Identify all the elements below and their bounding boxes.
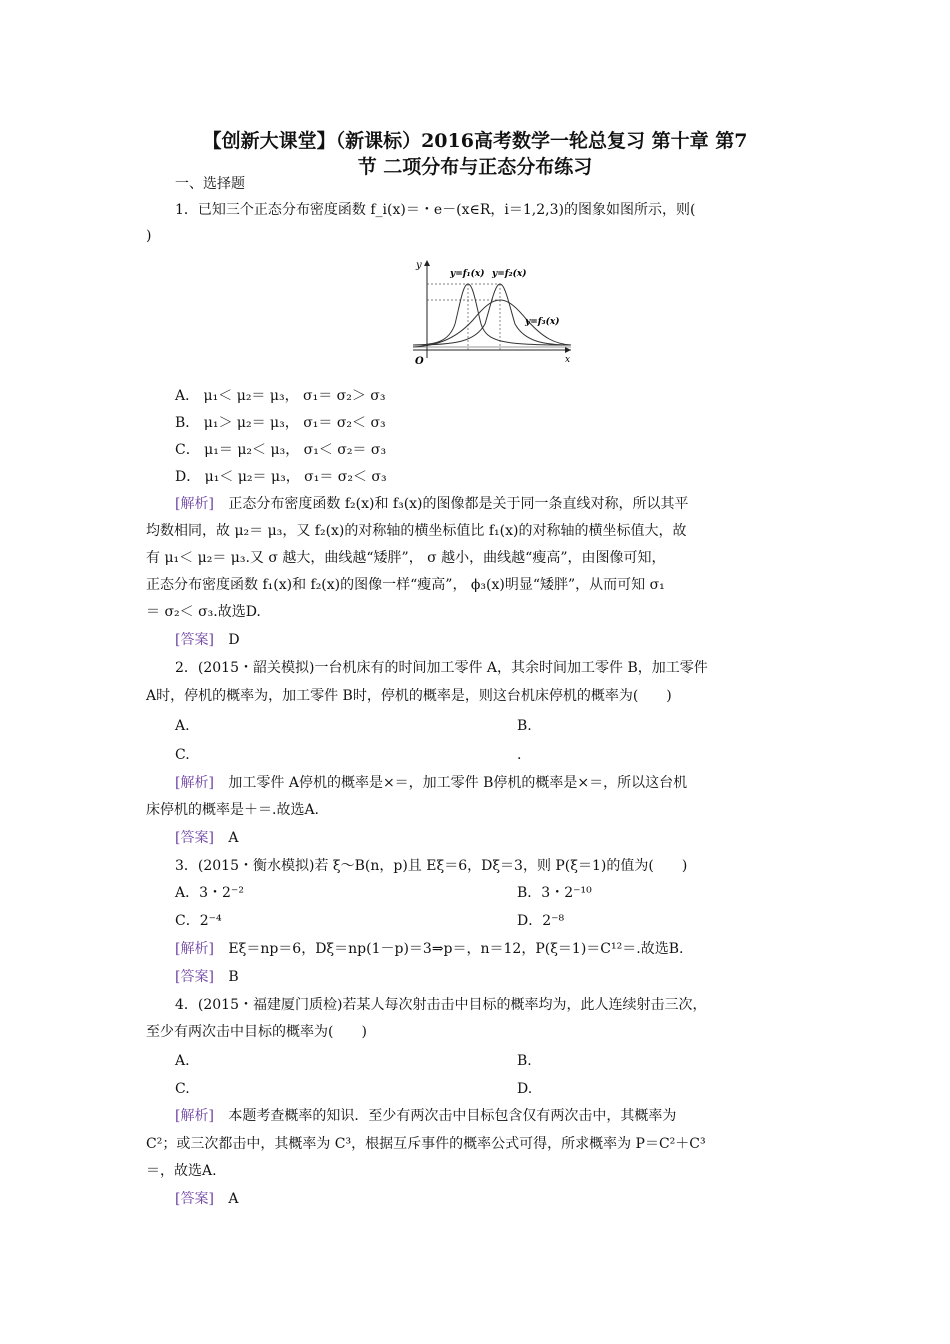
label-f3: y=f₃(x) [525, 317, 560, 327]
q1-analysis-line-5: ＝ σ₂＜ σ₃.故选D. [146, 604, 261, 620]
q2-option-b: B. [517, 718, 532, 734]
q1-analysis-line-2: 均数相同，故 μ₂＝ μ₃，又 f₂(x)的对称轴的横坐标值比 f₁(x)的对称轴的横坐标值大，故 [146, 523, 687, 539]
q4-option-a: A. [175, 1053, 190, 1069]
q1-analysis-text: 正态分布密度函数 f₂(x)和 f₃(x)的图像都是关于同一条直线对称，所以其平 [228, 496, 689, 512]
q4-option-b: B. [517, 1053, 532, 1069]
q4-option-d: D. [517, 1081, 533, 1097]
q2-answer [175, 828, 239, 848]
q2-stem-line-1: 2．(2015・韶关模拟)一台机床有的时间加工零件 A，其余时间加工零件 B，加工零件 [175, 660, 708, 676]
q1-option-b: B． μ₁＞ μ₂＝ μ₃， σ₁＝ σ₂＜ σ₃ [175, 415, 386, 431]
q2-analysis-text: 加工零件 A停机的概率是×＝，加工零件 B停机的概率是×＝，所以这台机 [228, 775, 688, 791]
analysis-tag: [解析] [175, 941, 214, 957]
analysis-tag: [解析] [175, 1108, 214, 1124]
q1-stem-line-1: 1．已知三个正态分布密度函数 f_i(x)＝・e－(x∈R，i＝1,2,3)的图象如图所示，则( [175, 202, 696, 218]
document-title-line-1: 【创新大课堂】（新课标）2016高考数学一轮总复习 第十章 第7 [202, 130, 748, 152]
q4-answer [175, 1189, 239, 1209]
q1-option-c: C． μ₁＝ μ₂＜ μ₃， σ₁＜ σ₂＝ σ₃ [175, 442, 387, 458]
q4-analysis-line-3: ＝，故选A. [146, 1163, 217, 1179]
answer-tag: [答案] [175, 632, 214, 648]
q3-analysis [175, 939, 683, 959]
origin-label: O [415, 356, 424, 366]
label-f2: y=f₂(x) [492, 269, 527, 279]
q2-analysis-line-1 [175, 773, 687, 793]
analysis-tag: [解析] [175, 496, 214, 512]
q1-option-a: A． μ₁＜ μ₂＝ μ₃， σ₁＝ σ₂＞ σ₃ [175, 388, 386, 404]
q3-option-a: A．3・2⁻² [175, 885, 244, 901]
q3-option-b: B．3・2⁻¹⁰ [517, 885, 592, 901]
q1-normal-curves-figure [405, 254, 575, 366]
label-f1: y=f₁(x) [450, 269, 485, 279]
q1-analysis-line-3: 有 μ₁＜ μ₂＝ μ₃.又 σ 越大，曲线越“矮胖”， σ 越小，曲线越“瘦高”，由图像可知， [146, 550, 666, 566]
q4-analysis-text: 本题考查概率的知识．至少有两次击中目标包含仅有两次击中，其概率为 [228, 1108, 677, 1124]
q4-analysis-line-1 [175, 1106, 676, 1126]
q3-option-d: D．2⁻⁸ [517, 913, 565, 929]
q1-answer-value: D [228, 632, 240, 648]
answer-tag: [答案] [175, 830, 214, 846]
document-title-line-2: 节 二项分布与正态分布练习 [357, 156, 593, 178]
q3-answer [175, 967, 239, 987]
q1-option-d: D． μ₁＜ μ₂＝ μ₃， σ₁＝ σ₂＜ σ₃ [175, 469, 387, 485]
section-heading: 一、选择题 [175, 176, 245, 192]
q1-answer [175, 630, 240, 650]
q2-stem-line-2: A时，停机的概率为，加工零件 B时，停机的概率是，则这台机床停机的概率为( ) [146, 688, 672, 704]
q4-stem-line-2: 至少有两次击中目标的概率为( ) [146, 1024, 367, 1040]
q2-analysis-line-2: 床停机的概率是＋＝.故选A. [146, 802, 320, 818]
q1-analysis-line-4: 正态分布密度函数 f₁(x)和 f₂(x)的图像一样“瘦高”， ϕ₃(x)明显“矮胖”，从而可知 σ₁ [146, 577, 665, 593]
analysis-tag: [解析] [175, 775, 214, 791]
q2-option-c: C. [175, 747, 190, 763]
q2-option-d: . [517, 747, 522, 763]
curve-f1 [413, 284, 571, 345]
q4-analysis-line-2: C²；或三次都击中，其概率为 C³，根据互斥事件的概率公式可得，所求概率为 P＝C²＋C³ [146, 1136, 706, 1152]
q4-answer-value: A [228, 1191, 239, 1207]
answer-tag: [答案] [175, 1191, 214, 1207]
q1-stem-line-2: ) [146, 228, 152, 244]
q4-stem-line-1: 4．(2015・福建厦门质检)若某人每次射击击中目标的概率均为，此人连续射击三次， [175, 997, 707, 1013]
q2-option-a: A. [175, 718, 190, 734]
curve-f2 [413, 284, 571, 345]
q1-analysis-line-1 [175, 494, 689, 514]
x-axis-label: x [565, 355, 571, 365]
q4-option-c: C. [175, 1081, 190, 1097]
answer-tag: [答案] [175, 969, 214, 985]
y-axis-label: y [416, 260, 422, 271]
q3-analysis-text: Eξ＝np＝6，Dξ＝np(1－p)＝3⇒p＝，n＝12，P(ξ＝1)＝C¹²＝.故选B. [228, 941, 684, 957]
q2-answer-value: A [228, 830, 239, 846]
q3-stem: 3．(2015・衡水模拟)若 ξ～B(n，p)且 Eξ＝6，Dξ＝3，则 P(ξ＝1)的值为( ) [175, 858, 688, 874]
q3-answer-value: B [228, 969, 239, 985]
q3-option-c: C．2⁻⁴ [175, 913, 222, 929]
